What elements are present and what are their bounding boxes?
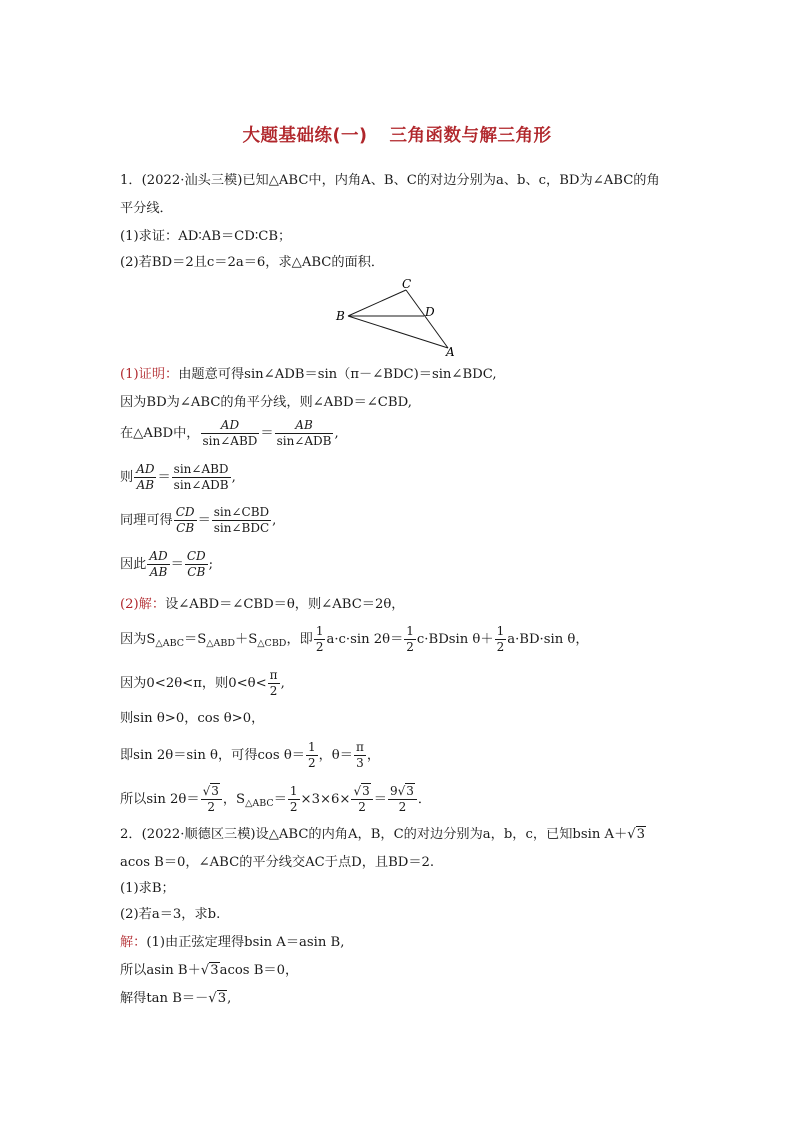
- l8-f: c·BDsin θ＋: [416, 632, 494, 647]
- l12-a: 所以sin 2θ＝: [120, 792, 200, 807]
- sqrt-arg: 3: [210, 963, 219, 978]
- sol1-line10: 则sin θ>0，cos θ>0，: [120, 711, 265, 726]
- denominator: AB: [136, 478, 155, 492]
- equals: ＝: [170, 557, 184, 572]
- numerator: AD: [136, 462, 155, 476]
- sol1-line2: 因为BD为∠ABC的角平分线，则∠ABD＝∠CBD,: [120, 395, 412, 410]
- denominator: 2: [207, 800, 216, 814]
- sub-abc: △ABC: [245, 798, 274, 809]
- numerator: 1: [315, 624, 324, 638]
- fraction-result: [388, 784, 417, 815]
- numerator: 1: [307, 740, 316, 754]
- sol1-line7: [120, 596, 405, 614]
- numerator: AD: [149, 549, 168, 563]
- numerator: √3: [201, 784, 222, 800]
- numerator: CD: [175, 505, 195, 519]
- q1-part1: (1)求证：AD∶AB＝CD∶CB；: [120, 229, 292, 244]
- l5-pre: 同理可得: [120, 513, 173, 528]
- proof-label: (1)证明：: [120, 367, 179, 382]
- punct: ,: [231, 470, 236, 485]
- denominator: 2: [307, 756, 316, 770]
- fraction: [212, 505, 271, 536]
- fraction: [172, 462, 231, 493]
- punct: ,: [272, 513, 277, 528]
- fraction-sqrt3-half: [201, 784, 222, 815]
- l11-a: 即sin 2θ＝sin θ，可得cos θ＝: [120, 748, 305, 763]
- denominator: sin∠ABD: [202, 434, 258, 448]
- denominator: sin∠ADB: [173, 478, 229, 492]
- equals: ＝: [260, 426, 274, 441]
- l12-d: ×3×6×: [300, 792, 351, 807]
- sol1-line6: [120, 549, 213, 580]
- label-A: A: [446, 345, 455, 358]
- fraction-half: [495, 624, 507, 655]
- fraction: [147, 549, 169, 580]
- numerator: 9√3: [388, 784, 417, 800]
- title-part1: 大题基础练(一): [242, 126, 368, 146]
- page-title: [0, 122, 794, 147]
- segment-ba: [348, 316, 448, 348]
- denominator: 2: [269, 684, 278, 698]
- equals: ＝: [157, 470, 171, 485]
- denominator: CB: [187, 565, 206, 579]
- denominator: AB: [149, 565, 168, 579]
- denominator: 2: [315, 640, 324, 654]
- q2-sol-line2: [120, 962, 298, 980]
- numerator: sin∠ABD: [173, 462, 229, 476]
- l8-g: a·BD·sin θ，: [507, 632, 589, 647]
- segment-ca: [406, 290, 448, 348]
- numerator: 1: [406, 624, 414, 638]
- l12-c: ＝: [273, 792, 287, 807]
- q2-s2-a: 所以asin B＋: [120, 963, 201, 978]
- triangle-figure: [330, 278, 460, 358]
- q2-sol-line1: [120, 934, 344, 952]
- l8-b: ＝S: [184, 632, 207, 647]
- l12-e: ＝: [373, 792, 387, 807]
- equals: ＝: [197, 513, 211, 528]
- q1-stem-line1: 1．(2022·汕头三模)已知△ABC中，内角A、B、C的对边分别为a、b、c，BD为∠ABC的角: [120, 173, 660, 188]
- denominator: 3: [356, 756, 364, 770]
- q2-s3-b: ,: [227, 991, 232, 1006]
- solution-label: 解：: [120, 935, 147, 950]
- fraction-sqrt3-half: [351, 784, 372, 815]
- coef: 9: [389, 784, 398, 798]
- q2-s2-b: acos B＝0，: [219, 963, 299, 978]
- sol1-line1: [120, 366, 497, 384]
- fraction: [185, 549, 208, 580]
- label-B: B: [336, 309, 345, 323]
- sqrt-arg: 3: [362, 784, 370, 798]
- l11-b: ，θ＝: [318, 748, 353, 763]
- fraction-pi-half: [268, 668, 280, 699]
- denominator: sin∠BDC: [213, 521, 270, 535]
- sol1-line12: [120, 784, 431, 815]
- l7-text: 设∠ABD＝∠CBD＝θ，则∠ABC＝2θ，: [165, 597, 405, 612]
- sqrt-arg: 3: [636, 827, 646, 842]
- sqrt-arg: 3: [217, 991, 227, 1006]
- q2-s1-text: (1)由正弦定理得bsin A＝asin B,: [146, 935, 345, 950]
- sqrt-arg: 3: [211, 784, 219, 798]
- l3-pre: 在△ABD中，: [120, 426, 200, 441]
- q1-part2: (2)若BD＝2且c＝2a＝6，求△ABC的面积．: [120, 255, 385, 270]
- l12-f: ．: [417, 792, 432, 807]
- l12-b: ，S: [222, 792, 246, 807]
- punct: ,: [280, 676, 285, 691]
- fraction-half: [404, 624, 416, 655]
- l8-c: ＋S: [235, 632, 258, 647]
- numerator: 1: [496, 624, 505, 638]
- numerator: 1: [289, 784, 298, 798]
- l11-c: ，: [366, 748, 381, 763]
- title-part2: 三角函数与解三角形: [389, 126, 552, 146]
- punct: ;: [208, 557, 214, 572]
- denominator: sin∠ADB: [276, 434, 332, 448]
- sub-abd: △ABD: [206, 638, 236, 649]
- q2-line1: [120, 826, 646, 844]
- q1-stem-line2: 平分线．: [120, 201, 173, 216]
- segment-bc: [348, 290, 406, 316]
- fraction: [201, 418, 260, 449]
- q2-sol-line3: [120, 990, 231, 1008]
- denominator: 2: [406, 640, 414, 654]
- denominator: 2: [398, 800, 407, 814]
- sol1-line9: [120, 668, 285, 699]
- q2-l1-text: 2．(2022·顺德区三模)设△ABC的内角A，B，C的对边分别为a，b，c，已知bsin A＋: [120, 827, 628, 842]
- label-C: C: [402, 278, 412, 291]
- label-D: D: [425, 305, 435, 319]
- fraction: [134, 462, 156, 493]
- l8-e: a·c·sin 2θ＝: [326, 632, 404, 647]
- numerator: sin∠CBD: [213, 505, 270, 519]
- sol1-line4: [120, 462, 236, 493]
- numerator: π: [355, 740, 364, 754]
- denominator: 2: [289, 800, 298, 814]
- fraction: [275, 418, 334, 449]
- numerator: π: [269, 668, 278, 682]
- numerator: CD: [186, 549, 206, 563]
- sqrt3: √3: [627, 827, 646, 842]
- sol1-line8: [120, 624, 589, 655]
- sub-cbd: △CBD: [257, 638, 287, 649]
- denominator: 2: [496, 640, 505, 654]
- solution-label: (2)解：: [120, 597, 166, 612]
- sqrt3: √3: [200, 963, 219, 978]
- sub-abc: △ABC: [155, 638, 185, 649]
- fraction-half: [306, 740, 318, 771]
- fraction-half: [314, 624, 326, 655]
- fraction-pi-third: [354, 740, 366, 771]
- punct: ,: [334, 426, 339, 441]
- numerator: AB: [275, 418, 334, 434]
- numerator: √3: [351, 784, 372, 800]
- q2-line2: acos B＝0，∠ABC的平分线交AC于点D，且BD＝2.: [120, 855, 435, 870]
- q2-part2: (2)若a＝3，求b.: [120, 907, 221, 922]
- sol1-l1-text: 由题意可得sin∠ADB＝sin（π－∠BDC)＝sin∠BDC,: [178, 367, 497, 382]
- fraction: [174, 505, 197, 536]
- sol1-line5: [120, 505, 276, 536]
- numerator: AD: [201, 418, 260, 434]
- l8-a: 因为S: [120, 632, 156, 647]
- l4-pre: 则: [120, 470, 134, 485]
- sqrt-arg: 3: [406, 784, 414, 798]
- denominator: CB: [176, 521, 195, 535]
- q2-part1: (1)求B；: [120, 881, 175, 896]
- l8-d: ，即: [286, 632, 313, 647]
- l9-a: 因为0<2θ<π，则0<θ<: [120, 676, 267, 691]
- denominator: 2: [358, 800, 366, 814]
- l6-pre: 因此: [120, 557, 147, 572]
- sol1-line3: [120, 418, 339, 449]
- q2-s3-a: 解得tan B＝－: [120, 991, 209, 1006]
- sqrt3: √3: [208, 991, 227, 1006]
- fraction-half: [288, 784, 300, 815]
- sol1-line11: [120, 740, 380, 771]
